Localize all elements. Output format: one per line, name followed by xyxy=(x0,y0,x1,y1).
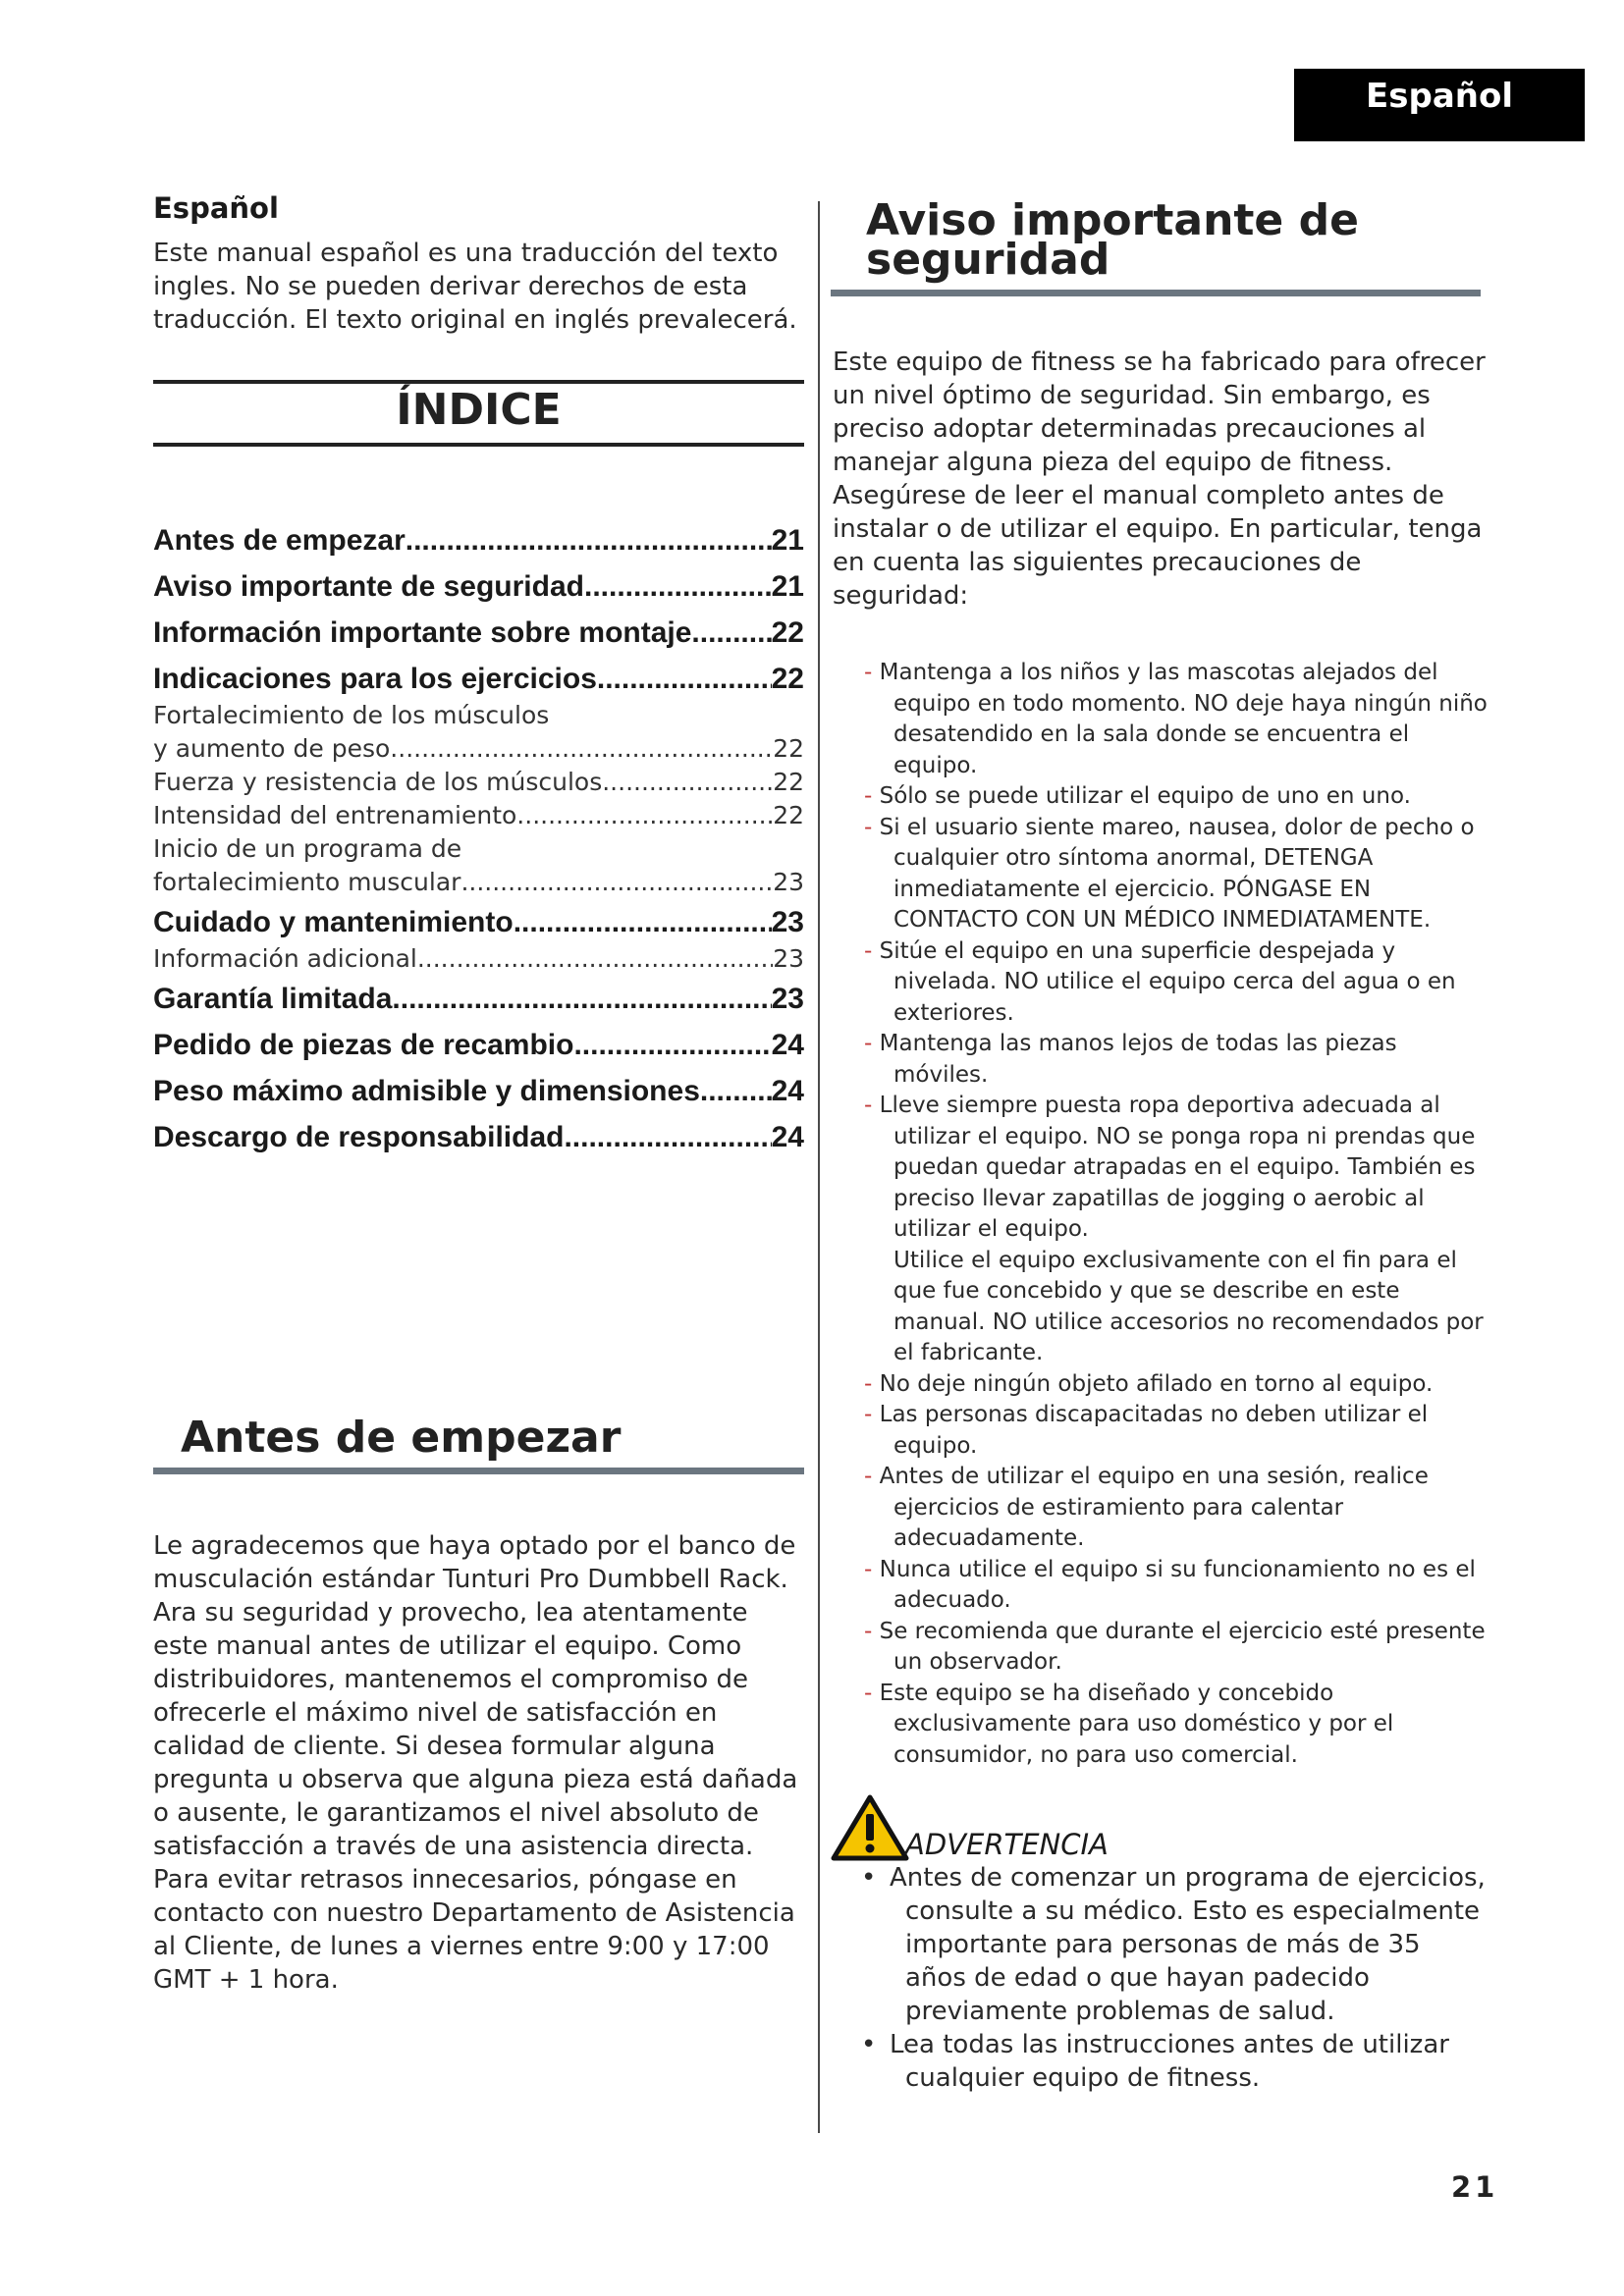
toc-entry-title: Antes de empezar xyxy=(153,524,406,557)
toc-entry-title: Cuidado y mantenimiento xyxy=(153,906,514,938)
toc-entry-descargo[interactable] xyxy=(153,1114,804,1160)
toc-leader xyxy=(516,799,773,832)
toc-entry-page: 24 xyxy=(771,1075,804,1107)
list-item xyxy=(850,1400,1489,1462)
list-item-text: Este equipo se ha diseñado y concebido exclusivamente para uso doméstico y por el consumidor, no para uso comercial. xyxy=(879,1680,1394,1768)
list-item-text: Nunca utilice el equipo si su funcionamiento no es el adecuado. xyxy=(879,1556,1476,1613)
toc-leader xyxy=(564,1114,771,1160)
dash-marker: - xyxy=(864,814,873,840)
dash-marker: - xyxy=(864,660,873,685)
dash-marker: - xyxy=(864,1618,873,1644)
list-item xyxy=(850,1091,1489,1369)
toc-entry-pedido[interactable] xyxy=(153,1022,804,1068)
toc-leader xyxy=(597,660,772,699)
toc-entry-title: Pedido de piezas de recambio xyxy=(153,1029,574,1061)
toc-leader xyxy=(691,610,771,656)
toc-entry-title: Descargo de responsabilidad xyxy=(153,1121,565,1153)
toc-leader xyxy=(392,976,771,1022)
list-item-text: Si el usuario siente mareo, nausea, dolor de pecho o cualquier otro síntoma anormal, DETENGA inmediatamente el ejercicio. PÓNGASE EN CONTACTO CON UN MÉDICO INMEDIATAMENTE. xyxy=(879,814,1475,933)
toc-leader xyxy=(584,563,772,610)
warning-block xyxy=(831,1792,1489,2095)
language-tab: Español xyxy=(1294,69,1585,141)
translation-note: Este manual español es una traducción del texto ingles. No se pueden derivar derechos de esta traducción. El texto original en inglés prevalecerá. xyxy=(153,239,797,335)
toc-entry-title: Inicio de un programa de xyxy=(153,834,462,863)
toc-entry-inicio[interactable] xyxy=(153,832,804,899)
list-item xyxy=(850,1617,1489,1679)
warning-triangle-icon xyxy=(831,1794,909,1861)
toc-leader xyxy=(390,732,773,766)
toc-entry-title: Fortalecimiento de los músculos xyxy=(153,701,550,729)
list-item xyxy=(850,1555,1489,1617)
list-item-text: Las personas discapacitadas no deben utilizar el equipo. xyxy=(879,1402,1429,1459)
list-item-text: Mantenga las manos lejos de todas las piezas móviles. xyxy=(879,1031,1397,1088)
warning-label: ADVERTENCIA xyxy=(905,1828,1109,1861)
toc-entry-title: Intensidad del entrenamiento xyxy=(153,801,517,829)
dash-marker: - xyxy=(864,1093,873,1118)
index-title: ÍNDICE xyxy=(396,385,562,435)
aviso-heading xyxy=(831,195,1489,285)
dash-marker: - xyxy=(864,937,873,964)
list-item-text: Sólo se puede utilizar el equipo de uno en uno. xyxy=(879,783,1411,809)
toc-entry-title: Aviso importante de seguridad xyxy=(153,570,584,603)
dash-marker: - xyxy=(864,1031,873,1056)
aviso-heading-line1: Aviso importante de xyxy=(866,195,1359,245)
dash-marker: - xyxy=(864,1464,873,1489)
toc-leader xyxy=(602,766,773,799)
antes-contact-paragraph: Para evitar retrasos innecesarios, póngase en contacto con nuestro Departamento de Asistencia al Cliente, de lunes a viernes entre 9:00 y 17:00 GMT + 1 hora. xyxy=(153,1865,795,1995)
toc-entry-page: 23 xyxy=(773,944,804,973)
right-column xyxy=(831,195,1489,2095)
index-title-box xyxy=(153,380,804,447)
toc-entry-page: 23 xyxy=(771,983,804,1015)
toc-entry-fortalecimiento[interactable] xyxy=(153,699,804,766)
language-heading: Español xyxy=(153,191,279,225)
warning-header xyxy=(831,1792,1489,1861)
dash-marker: - xyxy=(864,1556,873,1582)
toc-entry-title-cont: y aumento de peso xyxy=(153,734,391,763)
column-divider xyxy=(818,201,820,2133)
toc-entry-title-cont: fortalecimiento muscular xyxy=(153,868,461,896)
list-item-text: Antes de comenzar un programa de ejercicios, consulte a su médico. Esto es especialmente importante para personas de más de 35 años de edad o que hayan padecido previamente problemas de salud. xyxy=(890,1863,1486,2026)
toc-entry-indicaciones[interactable] xyxy=(153,660,804,699)
antes-section xyxy=(153,1413,804,1997)
toc-entry-page: 21 xyxy=(771,570,804,603)
toc-entry-page: 22 xyxy=(773,734,804,763)
antes-heading: Antes de empezar xyxy=(181,1413,622,1463)
table-of-contents xyxy=(153,517,804,1160)
list-item-text: Sitúe el equipo en una superficie despejada y nivelada. NO utilice el equipo cerca del agua o en exteriores. xyxy=(879,937,1456,1026)
toc-leader xyxy=(460,866,773,899)
list-item-text: No deje ningún objeto afilado en torno al equipo. xyxy=(879,1370,1434,1397)
toc-entry-page: 22 xyxy=(771,663,804,695)
list-item xyxy=(850,936,1489,1030)
toc-leader xyxy=(406,517,772,563)
aviso-section xyxy=(831,195,1489,2095)
toc-entry-title: Indicaciones para los ejercicios xyxy=(153,663,597,695)
left-column xyxy=(153,191,804,1995)
antes-heading-rule xyxy=(153,1468,804,1474)
toc-entry-intensidad[interactable] xyxy=(153,799,804,832)
list-item-text: Antes de utilizar el equipo en una sesión, realice ejercicios de estiramiento para calentar adecuadamente. xyxy=(879,1464,1429,1551)
toc-entry-antes[interactable] xyxy=(153,517,804,563)
precautions-list xyxy=(831,658,1489,1771)
dash-marker: - xyxy=(864,1402,873,1427)
toc-entry-page: 22 xyxy=(771,616,804,649)
list-item xyxy=(850,1462,1489,1555)
dash-marker: - xyxy=(864,783,873,809)
toc-entry-page: 23 xyxy=(773,868,804,896)
list-item xyxy=(831,2028,1489,2095)
toc-entry-title: Fuerza y resistencia de los músculos xyxy=(153,768,603,796)
toc-entry-page: 24 xyxy=(771,1121,804,1153)
toc-entry-aviso[interactable] xyxy=(153,563,804,610)
dash-marker: - xyxy=(864,1680,873,1706)
toc-entry-title: Información importante sobre montaje xyxy=(153,616,692,649)
toc-entry-fuerza[interactable] xyxy=(153,766,804,799)
list-item-text: Lea todas las instrucciones antes de utilizar cualquier equipo de fitness. xyxy=(890,2030,1449,2093)
toc-entry-page: 23 xyxy=(771,906,804,938)
toc-leader xyxy=(514,903,772,942)
warning-list xyxy=(831,1861,1489,2095)
toc-leader xyxy=(417,942,773,976)
toc-leader xyxy=(573,1022,771,1068)
antes-paragraph: Le agradecemos que haya optado por el banco de musculación estándar Tunturi Pro Dumbbell Rack. Ara su seguridad y provecho, lea atentamente este manual antes de utilizar el equipo. Como distribuidores, mantenemos el compromiso de ofrecerle el máximo nivel de satisfacción en calidad de cliente. Si desea formular alguna pregunta u observa que alguna pieza está dañada o ausente, le garantizamos el nivel absoluto de satisfacción a través de una asistencia directa. xyxy=(153,1531,798,1861)
page-number: 21 xyxy=(1451,2170,1499,2204)
aviso-intro: Este equipo de fitness se ha fabricado para ofrecer un nivel óptimo de seguridad. Sin embargo, es preciso adoptar determinadas precauciones al manejar alguna pieza del equipo de fitness. Asegúrese de leer el manual completo antes de instalar o de utilizar el equipo. En particular, tenga en cuenta las siguientes precauciones de seguridad: xyxy=(833,347,1486,611)
toc-entry-page: 22 xyxy=(773,768,804,796)
list-item xyxy=(850,813,1489,936)
dash-marker: - xyxy=(864,1370,873,1397)
list-item-text: Lleve siempre puesta ropa deportiva adecuada al utilizar el equipo. NO se ponga ropa ni prendas que puedan quedar atrapadas en el equipo. También es preciso llevar zapatillas de jogging o aerobic al utilizar el equipo. xyxy=(879,1093,1476,1242)
toc-entry-cuidado[interactable] xyxy=(153,903,804,942)
list-item xyxy=(850,1679,1489,1772)
bullet-marker: • xyxy=(861,2030,877,2059)
toc-entry-title: Garantía limitada xyxy=(153,983,393,1015)
bullet-marker: • xyxy=(861,1863,877,1893)
toc-entry-page: 22 xyxy=(773,801,804,829)
toc-leader xyxy=(700,1068,772,1114)
list-item xyxy=(831,1861,1489,2028)
toc-entry-montaje[interactable] xyxy=(153,610,804,656)
list-item xyxy=(850,781,1489,813)
list-item xyxy=(850,1369,1489,1401)
list-item-text: Se recomienda que durante el ejercicio esté presente un observador. xyxy=(879,1618,1486,1675)
list-item xyxy=(850,1029,1489,1091)
toc-entry-title: Peso máximo admisible y dimensiones xyxy=(153,1075,700,1107)
toc-entry-peso[interactable] xyxy=(153,1068,804,1114)
toc-entry-page: 21 xyxy=(771,524,804,557)
aviso-heading-rule xyxy=(831,290,1481,296)
toc-entry-garantia[interactable] xyxy=(153,976,804,1022)
toc-entry-informacion-adicional[interactable] xyxy=(153,942,804,976)
toc-entry-title: Información adicional xyxy=(153,944,417,973)
antes-body xyxy=(153,1529,804,1997)
list-item-text: Mantenga a los niños y las mascotas alejados del equipo en todo momento. NO deje haya ningún niño desatendido en la sala donde se encuentra el equipo. xyxy=(879,660,1488,778)
list-item-extra-text: Utilice el equipo exclusivamente con el fin para el que fue concebido y que se describe en este manual. NO utilice accesorios no recomendados por el fabricante. xyxy=(893,1247,1484,1365)
list-item xyxy=(850,658,1489,781)
toc-entry-page: 24 xyxy=(771,1029,804,1061)
aviso-heading-line2: seguridad xyxy=(866,235,1110,285)
